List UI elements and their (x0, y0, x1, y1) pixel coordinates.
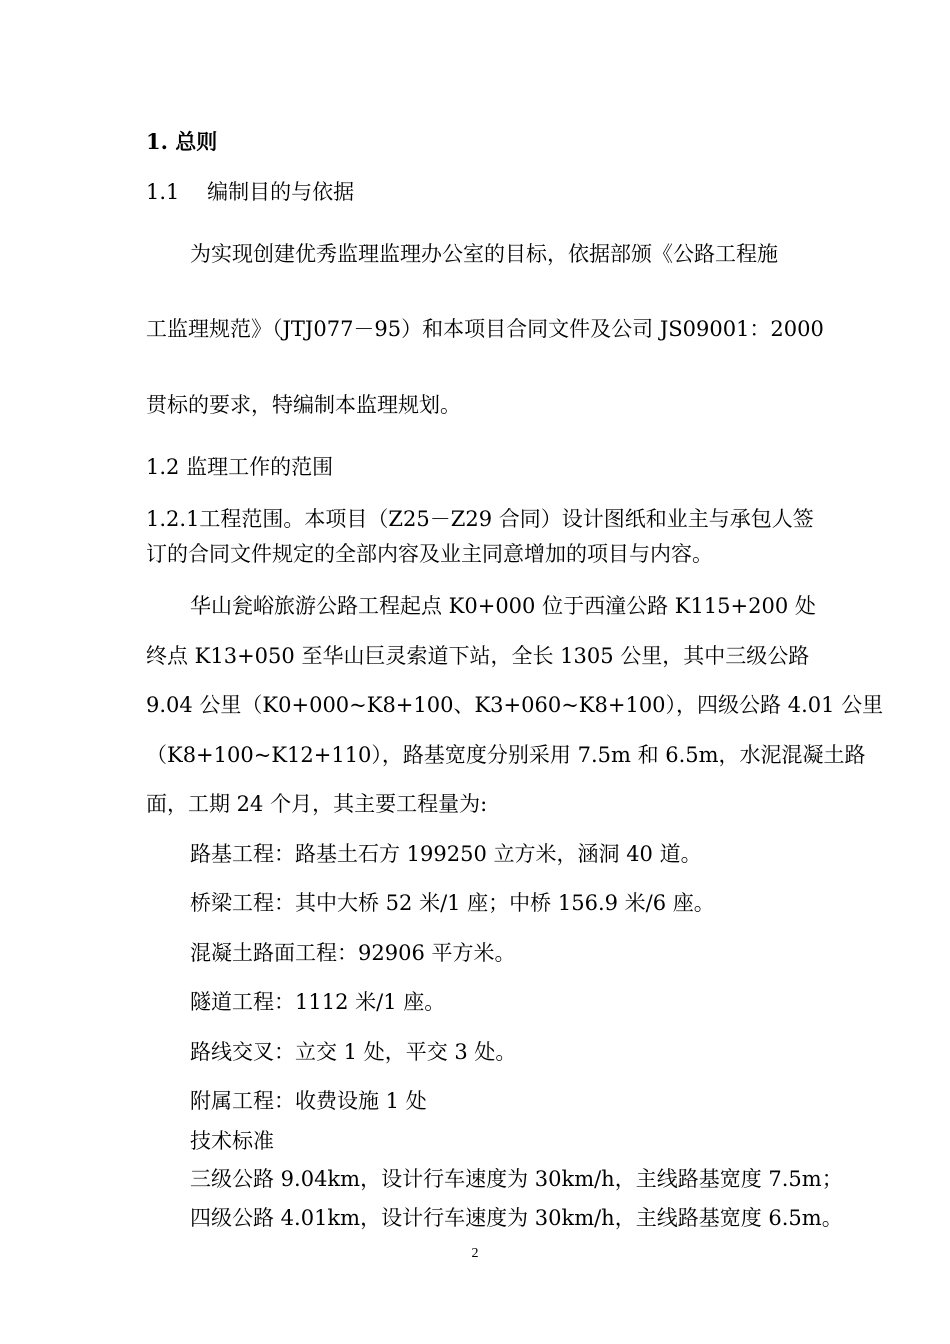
quantity-item: 附属工程：收费设施 1 处 (190, 1089, 427, 1113)
paragraph-line: 华山瓮峪旅游公路工程起点 K0+000 位于西潼公路 K115+200 处 (190, 594, 816, 618)
tech-standard-line: 四级公路 4.01km，设计行车速度为 30km/h，主线路基宽度 6.5m。 (190, 1206, 843, 1230)
paragraph-line: 工监理规范》（JTJ077－95）和本项目合同文件及公司 JS09001：2000 (146, 317, 824, 341)
quantity-item: 隧道工程：1112 米/1 座。 (190, 990, 446, 1014)
quantity-item: 混凝土路面工程：92906 平方米。 (190, 941, 516, 965)
paragraph-line: 9.04 公里（K0+000~K8+100、K3+060~K8+100），四级公路 4.01 公里 (146, 693, 884, 717)
quantity-item: 路线交叉：立交 1 处，平交 3 处。 (190, 1040, 517, 1064)
paragraph-line: 面，工期 24 个月，其主要工程量为: (146, 792, 488, 816)
paragraph-line: 贯标的要求，特编制本监理规划。 (146, 393, 461, 417)
paragraph-line: （K8+100~K12+110），路基宽度分别采用 7.5m 和 6.5m，水泥混凝土路 (146, 743, 866, 767)
paragraph-line: 订的合同文件规定的全部内容及业主同意增加的项目与内容。 (146, 542, 713, 566)
quantity-item: 路基工程：路基土石方 199250 立方米，涵洞 40 道。 (190, 842, 702, 866)
quantity-item: 桥梁工程：其中大桥 52 米/1 座；中桥 156.9 米/6 座。 (190, 891, 715, 915)
section-heading-1-1: 1.1 编制目的与依据 (146, 180, 355, 204)
page-number: 2 (471, 1246, 479, 1261)
section-heading-1-2: 1.2 监理工作的范围 (146, 455, 334, 479)
tech-standard-title: 技术标准 (190, 1129, 274, 1153)
paragraph-line: 终点 K13+050 至华山巨灵索道下站，全长 1305 公里，其中三级公路 (146, 644, 810, 668)
paragraph-line: 1.2.1工程范围。本项目（Z25－Z29 合同）设计图纸和业主与承包人签 (146, 507, 814, 531)
paragraph-line: 为实现创建优秀监理监理办公室的目标，依据部颁《公路工程施 (190, 242, 778, 266)
chapter-heading: 1. 总则 (146, 129, 218, 154)
tech-standard-line: 三级公路 9.04km，设计行车速度为 30km/h，主线路基宽度 7.5m； (190, 1167, 843, 1191)
